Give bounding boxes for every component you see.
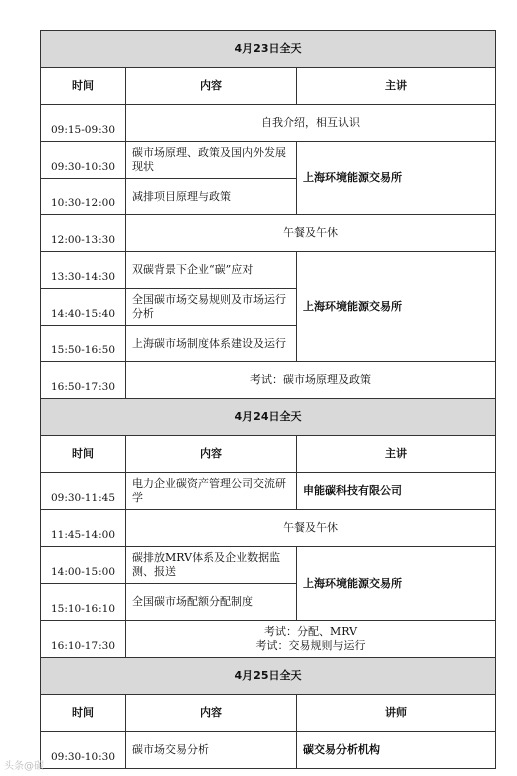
content-cell	[126, 621, 496, 658]
time-cell: 09:15-09:30	[41, 105, 126, 142]
speaker-cell: 上海环境能源交易所	[297, 547, 496, 621]
time-header: 时间	[41, 436, 126, 473]
content-header: 内容	[126, 436, 297, 473]
day-header-row	[41, 399, 496, 436]
time-cell: 09:30-10:30	[41, 142, 126, 179]
host-header: 主讲	[297, 436, 496, 473]
day-header-row	[41, 658, 496, 695]
day-title: 4月25日全天	[41, 658, 496, 695]
time-cell: 14:00-15:00	[41, 547, 126, 584]
speaker-cell: 上海环境能源交易所	[297, 252, 496, 362]
table-row	[41, 732, 496, 769]
table-row	[41, 362, 496, 399]
watermark-logo: 头条@碳	[4, 761, 44, 772]
lecturer-header: 讲师	[297, 695, 496, 732]
table-row	[41, 510, 496, 547]
time-cell: 09:30-11:45	[41, 473, 126, 510]
content-cell: 碳排放MRV体系及企业数据监测、报送	[126, 547, 297, 584]
table-row	[41, 105, 496, 142]
time-header: 时间	[41, 68, 126, 105]
content-cell: 自我介绍，相互认识	[126, 105, 496, 142]
table-row	[41, 215, 496, 252]
time-cell: 11:45-14:00	[41, 510, 126, 547]
content-cell: 全国碳市场交易规则及市场运行分析	[126, 289, 297, 326]
table-row	[41, 621, 496, 658]
speaker-cell: 上海环境能源交易所	[297, 142, 496, 215]
table-row	[41, 547, 496, 584]
host-header: 主讲	[297, 68, 496, 105]
day-header-row	[41, 31, 496, 68]
exam-line: 考试：分配、MRV	[263, 625, 358, 638]
exam-line: 考试：交易规则与运行	[255, 639, 366, 652]
time-cell: 14:40-15:40	[41, 289, 126, 326]
speaker-cell: 申能碳科技有限公司	[297, 473, 496, 510]
time-cell: 09:30-10:30	[41, 732, 126, 769]
content-header: 内容	[126, 695, 297, 732]
content-cell: 电力企业碳资产管理公司交流研学	[126, 473, 297, 510]
time-cell: 16:50-17:30	[41, 362, 126, 399]
content-cell: 全国碳市场配额分配制度	[126, 584, 297, 621]
table-row	[41, 142, 496, 179]
content-cell: 上海碳市场制度体系建设及运行	[126, 326, 297, 362]
content-header: 内容	[126, 68, 297, 105]
content-cell: 碳市场交易分析	[126, 732, 297, 769]
column-header-row	[41, 695, 496, 732]
content-cell: 午餐及午休	[126, 510, 496, 547]
table-row	[41, 252, 496, 289]
column-header-row	[41, 68, 496, 105]
time-cell: 15:50-16:50	[41, 326, 126, 362]
day-title: 4月23日全天	[41, 31, 496, 68]
content-cell: 碳市场原理、政策及国内外发展现状	[126, 142, 297, 179]
time-cell: 15:10-16:10	[41, 584, 126, 621]
time-cell: 10:30-12:00	[41, 179, 126, 215]
time-cell: 13:30-14:30	[41, 252, 126, 289]
content-cell: 考试：碳市场原理及政策	[126, 362, 496, 399]
time-header: 时间	[41, 695, 126, 732]
time-cell: 16:10-17:30	[41, 621, 126, 658]
table-row	[41, 473, 496, 510]
speaker-cell: 碳交易分析机构	[297, 732, 496, 769]
column-header-row	[41, 436, 496, 473]
content-cell: 减排项目原理与政策	[126, 179, 297, 215]
content-cell: 午餐及午休	[126, 215, 496, 252]
time-cell: 12:00-13:30	[41, 215, 126, 252]
content-cell: 双碳背景下企业“碳”应对	[126, 252, 297, 289]
training-schedule-table	[40, 30, 496, 769]
day-title: 4月24日全天	[41, 399, 496, 436]
